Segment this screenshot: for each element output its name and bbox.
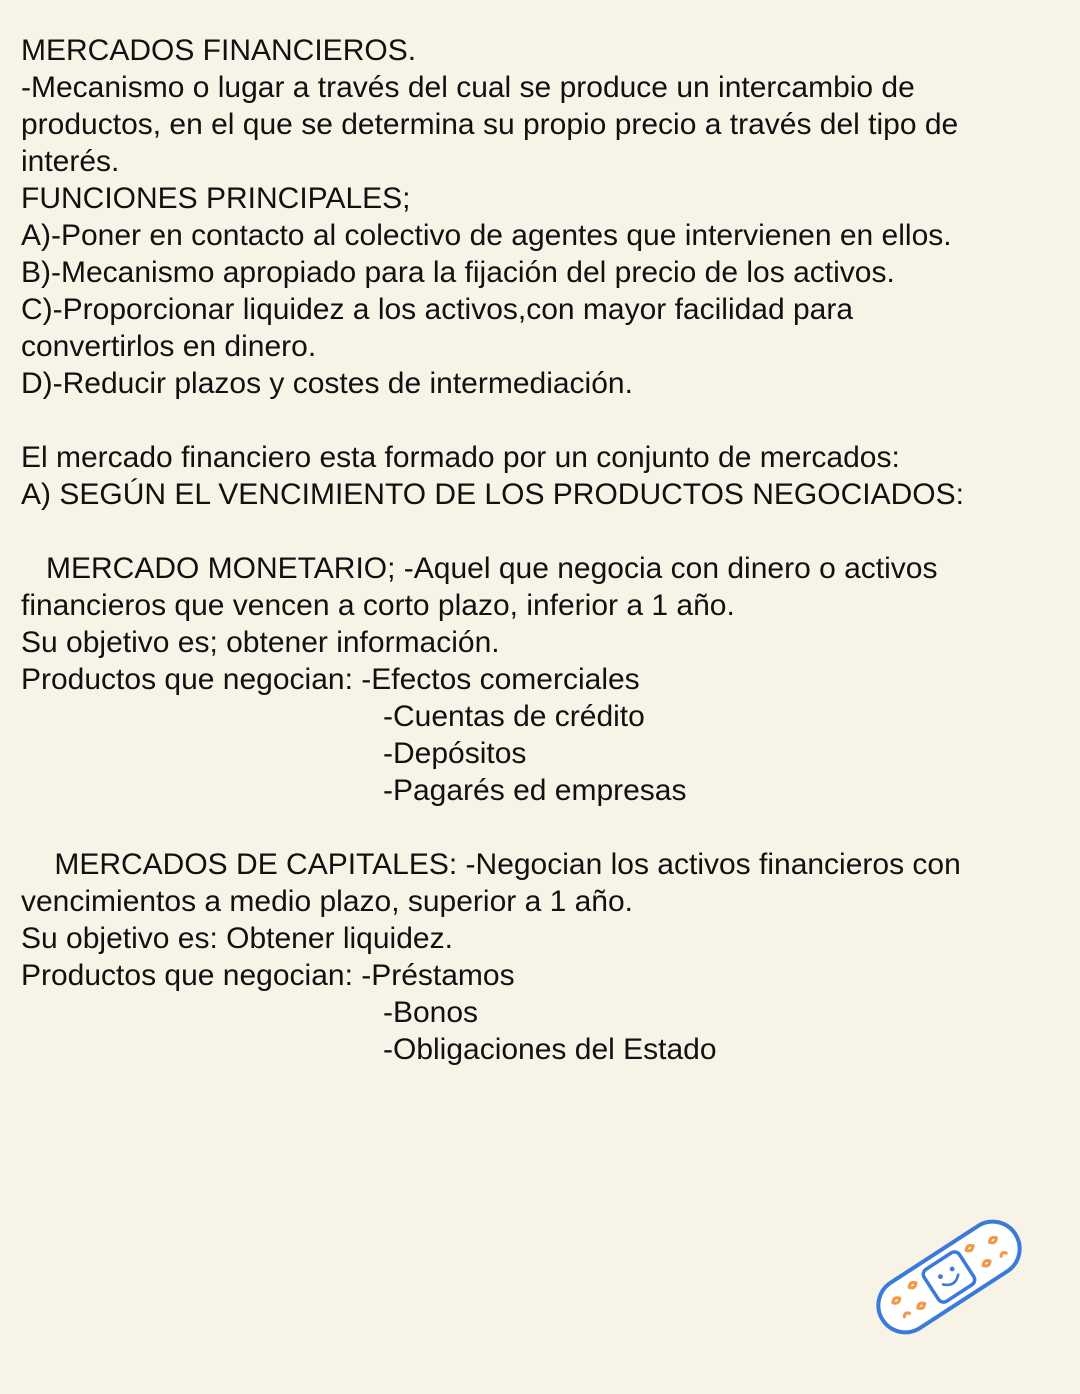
functions-heading: FUNCIONES PRINCIPALES; xyxy=(21,182,411,215)
function-item: C)-Proporcionar liquidez a los activos,con mayor facilidad para xyxy=(21,293,854,326)
definition-line: -Mecanismo o lugar a través del cual se produce un intercambio de xyxy=(21,71,915,104)
monetario-line: financieros que vencen a corto plazo, inferior a 1 año. xyxy=(21,589,735,622)
list-item: -Depósitos xyxy=(383,737,527,770)
capitales-line: vencimientos a medio plazo, superior a 1 año. xyxy=(21,885,634,918)
blank-line xyxy=(21,402,1061,439)
function-item: D)-Reducir plazos y costes de intermediación. xyxy=(21,367,633,400)
bandage-sticker-icon xyxy=(866,1212,1032,1342)
monetario-products-label: Productos que negocian: -Efectos comerciales xyxy=(21,663,640,696)
blank-line xyxy=(21,809,1061,846)
classification-heading: A) SEGÚN EL VENCIMIENTO DE LOS PRODUCTOS NEGOCIADOS: xyxy=(21,478,964,511)
function-item: A)-Poner en contacto al colectivo de agentes que intervienen en ellos. xyxy=(21,219,952,252)
capitales-products-label: Productos que negocian: -Préstamos xyxy=(21,959,515,992)
monetario-line: Su objetivo es; obtener información. xyxy=(21,626,500,659)
definition-line: productos, en el que se determina su propio precio a través del tipo de xyxy=(21,108,959,141)
monetario-products-list xyxy=(21,698,1061,809)
list-item: -Bonos xyxy=(383,996,479,1029)
function-item: convertirlos en dinero. xyxy=(21,330,317,363)
document-body xyxy=(21,32,1061,1068)
monetario-line: MERCADO MONETARIO; -Aquel que negocia con dinero o activos xyxy=(21,552,938,585)
definition-line: interés. xyxy=(21,145,120,178)
capitales-line: MERCADOS DE CAPITALES: -Negocian los activos financieros con xyxy=(21,848,961,881)
list-item: -Cuentas de crédito xyxy=(383,700,645,733)
intro-text: El mercado financiero esta formado por un conjunto de mercados: xyxy=(21,441,900,474)
function-item: B)-Mecanismo apropiado para la fijación del precio de los activos. xyxy=(21,256,895,289)
document-title: MERCADOS FINANCIEROS. xyxy=(21,34,417,67)
blank-line xyxy=(21,513,1061,550)
capitales-line: Su objetivo es: Obtener liquidez. xyxy=(21,922,453,955)
list-item: -Obligaciones del Estado xyxy=(383,1033,717,1066)
list-item: -Pagarés ed empresas xyxy=(383,774,687,807)
capitales-products-list xyxy=(21,994,1061,1068)
